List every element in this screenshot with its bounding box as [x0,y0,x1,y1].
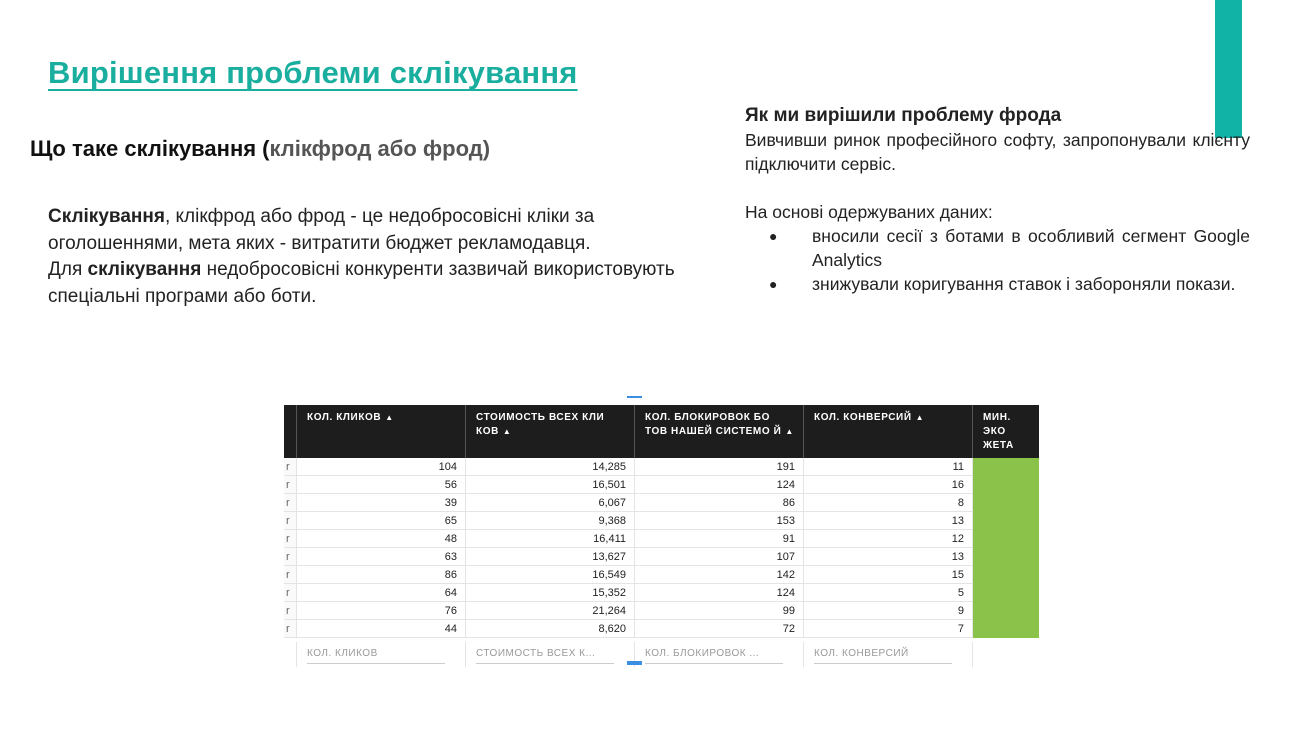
budget-bar-cell [973,548,1039,566]
table-row[interactable] [284,494,1039,512]
table-cell: 124 [635,476,804,494]
table-cell: 107 [635,548,804,566]
slide-title: Вирішення проблеми склікування [48,55,578,90]
term-bold: Склікування [48,206,165,227]
table-cell: 72 [635,620,804,638]
budget-bar-cell [973,476,1039,494]
table-cell: 16,501 [466,476,635,494]
table-row[interactable] [284,620,1039,638]
table-cell: 99 [635,602,804,620]
table-cell: 124 [635,584,804,602]
budget-bar-cell [973,584,1039,602]
table-row[interactable] [284,458,1039,476]
table-row[interactable] [284,584,1039,602]
stub-header [284,405,297,458]
row-stub: r [284,620,297,638]
list-item [745,224,1250,272]
table-cell: 91 [635,530,804,548]
table-cell: 9 [804,602,973,620]
table-row[interactable] [284,602,1039,620]
table-cell: 9,368 [466,512,635,530]
table-row[interactable] [284,512,1039,530]
table-cell: 13,627 [466,548,635,566]
table-cell: 8 [804,494,973,512]
table-cell: 104 [297,458,466,476]
subtitle-main: Що таке склікування ( [30,136,270,161]
table-cell: 64 [297,584,466,602]
table-row[interactable] [284,530,1039,548]
table-cell: 16,411 [466,530,635,548]
selection-handle-top [627,396,642,398]
row-stub: r [284,458,297,476]
table-row[interactable] [284,476,1039,494]
table-cell: 7 [804,620,973,638]
table-cell: 56 [297,476,466,494]
table-footer [284,642,1039,667]
footer-filter-conversions[interactable]: КОЛ. КОНВЕРСИЙ [804,642,973,667]
table-cell: 86 [297,566,466,584]
solution-block [745,104,1250,296]
sort-asc-icon: ▲ [502,427,512,436]
row-stub: r [284,602,297,620]
table-cell: 44 [297,620,466,638]
solution-intro: Вивчивши ринок професійного софту, запропонували клієнту підключити сервіс. [745,130,1250,174]
row-stub: r [284,530,297,548]
table-cell: 65 [297,512,466,530]
table-cell: 153 [635,512,804,530]
table-cell: 13 [804,512,973,530]
table-cell: 13 [804,548,973,566]
header-min-budget[interactable]: МИН. ЭКО ЖЕТА [983,412,1014,451]
budget-bar-cell [973,620,1039,638]
table-cell: 15,352 [466,584,635,602]
table-cell: 14,285 [466,458,635,476]
table-cell: 5 [804,584,973,602]
table-header [284,405,1039,458]
stats-table-screenshot [284,405,1039,667]
table-cell: 16,549 [466,566,635,584]
definition-paragraph [48,204,688,257]
budget-bar-cell [973,602,1039,620]
row-stub: r [284,584,297,602]
list-item-text: знижували коригування ставок і забороняли покази. [812,274,1236,294]
table-cell: 63 [297,548,466,566]
table-cell: 76 [297,602,466,620]
table-row[interactable] [284,548,1039,566]
sort-asc-icon: ▲ [785,427,794,436]
solution-basis: На основі одержуваних даних: [745,202,993,222]
footer-filter-blocks[interactable]: КОЛ. БЛОКИРОВОК ... [635,642,804,667]
table-cell: 6,067 [466,494,635,512]
budget-bar-cell [973,458,1039,476]
header-clicks[interactable]: КОЛ. КЛИКОВ ▲ [297,405,466,458]
table-cell: 142 [635,566,804,584]
definition-rest: , клікфрод або фрод - це недобросовісні кліки за оголошеннями, мета яких - витратити бюджет рекламодавця. [48,206,595,254]
bullet-icon: ● [769,228,778,244]
footer-filter-cost[interactable]: СТОИМОСТЬ ВСЕХ К... [466,642,635,667]
budget-bar-cell [973,512,1039,530]
table-cell: 191 [635,458,804,476]
budget-bar-cell [973,530,1039,548]
table-cell: 86 [635,494,804,512]
usage-start: Для [48,259,88,280]
list-item-text: вносили сесії з ботами в особливий сегмент Google Analytics [812,226,1250,270]
table-cell: 11 [804,458,973,476]
budget-bar-cell [973,494,1039,512]
usage-rest: недобросовісні конкуренти зазвичай використовують спеціальні програми або боти. [48,259,675,307]
row-stub: r [284,566,297,584]
solution-heading: Як ми вирішили проблему фрода [745,105,1062,126]
usage-paragraph [48,257,688,310]
subtitle-gray: клікфрод або фрод) [269,136,491,161]
table-cell: 16 [804,476,973,494]
usage-bold: склікування [87,259,202,280]
definition-text [48,204,688,310]
header-conversions[interactable]: КОЛ. КОНВЕРСИЙ ▲ [804,405,973,458]
row-stub: r [284,476,297,494]
budget-bar-cell [973,566,1039,584]
table-cell: 15 [804,566,973,584]
bullet-icon: ● [769,276,778,292]
list-item [745,272,1250,296]
table-row[interactable] [284,566,1039,584]
solution-list [745,224,1250,296]
sort-asc-icon: ▲ [385,413,394,422]
table-cell: 48 [297,530,466,548]
table-cell: 8,620 [466,620,635,638]
selection-handle-bottom [627,661,642,665]
header-cost[interactable]: СТОИМОСТЬ ВСЕХ КЛИ КОВ ▲ [466,405,635,458]
row-stub: r [284,494,297,512]
header-blocks[interactable]: КОЛ. БЛОКИРОВОК БО ТОВ НАШЕЙ СИСТЕМО Й ▲ [635,405,804,458]
table-cell: 21,264 [466,602,635,620]
table-cell: 39 [297,494,466,512]
row-stub: r [284,512,297,530]
sort-asc-icon: ▲ [915,413,925,422]
table-cell: 12 [804,530,973,548]
slide-subtitle [30,136,490,162]
row-stub: r [284,548,297,566]
footer-filter-clicks[interactable]: КОЛ. КЛИКОВ [297,642,466,667]
